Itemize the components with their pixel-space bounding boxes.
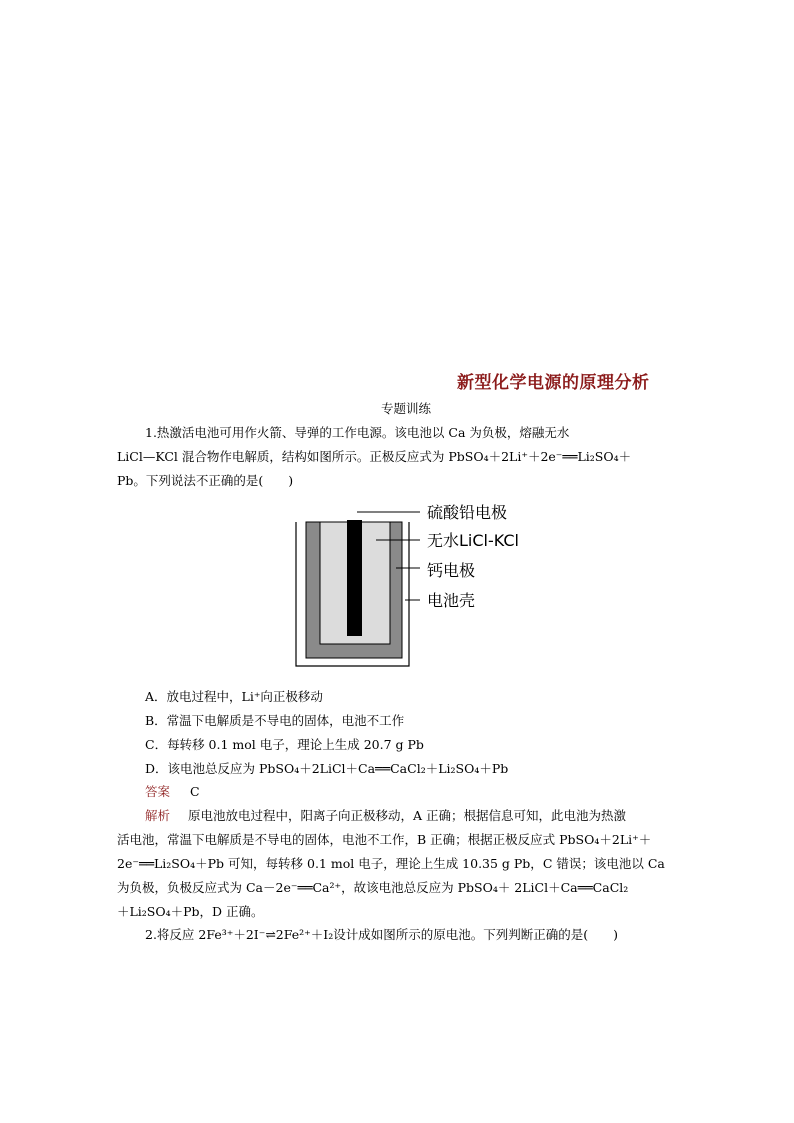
section-subtitle: 专题训练 — [381, 401, 432, 416]
analysis-label: 解析 — [145, 808, 171, 823]
analysis-line-1: 原电池放电过程中，阳离子向正极移动，A 正确；根据信息可知，此电池为热激 — [187, 808, 626, 823]
answer-row — [145, 782, 200, 800]
analysis-row-1 — [145, 806, 626, 824]
label-calcium-electrode: 钙电极 — [427, 561, 476, 580]
option-c: C．每转移 0.1 mol 电子，理论上生成 20.7 g Pb — [145, 737, 424, 752]
question-1-line-1: 1.热激活电池可用作火箭、导弹的工作电源。该电池以 Ca 为负极，熔融无水 — [145, 425, 570, 440]
label-battery-shell: 电池壳 — [427, 591, 476, 610]
label-electrolyte: 无水LiCl-KCl — [427, 531, 519, 550]
lead-electrode-shape — [347, 520, 362, 636]
answer-value: C — [189, 784, 200, 799]
option-a: A．放电过程中，Li⁺向正极移动 — [145, 689, 323, 704]
analysis-line-5: ＋Li₂SO₄＋Pb，D 正确。 — [117, 904, 264, 919]
question-1-line-3: Pb。下列说法不正确的是( ) — [117, 473, 294, 488]
question-2: 2.将反应 2Fe³⁺＋2I⁻⇌2Fe²⁺＋I₂设计成如图所示的原电池。下列判断正确的是( ) — [145, 927, 618, 942]
answer-label: 答案 — [145, 784, 171, 799]
analysis-line-4: 为负极，负极反应式为 Ca－2e⁻══Ca²⁺，故该电池总反应为 PbSO₄＋ 2LiCl＋Ca══CaCl₂ — [117, 880, 629, 895]
battery-diagram — [284, 492, 538, 678]
question-1-line-2: LiCl—KCl 混合物作电解质，结构如图所示。正极反应式为 PbSO₄＋2Li⁺＋2e⁻══Li₂SO₄＋ — [117, 449, 632, 464]
analysis-line-3: 2e⁻══Li₂SO₄＋Pb 可知，每转移 0.1 mol 电子，理论上生成 10.35 g Pb，C 错误；该电池以 Ca — [117, 856, 665, 871]
analysis-line-2: 活电池，常温下电解质是不导电的固体，电池不工作，B 正确；根据正极反应式 PbSO₄＋2Li⁺＋ — [117, 832, 652, 847]
option-d: D．该电池总反应为 PbSO₄＋2LiCl＋Ca══CaCl₂＋Li₂SO₄＋Pb — [145, 761, 509, 776]
option-b: B．常温下电解质是不导电的固体，电池不工作 — [145, 713, 405, 728]
page-title: 新型化学电源的原理分析 — [457, 373, 650, 393]
label-lead-sulfate-electrode: 硫酸铅电极 — [427, 503, 508, 522]
